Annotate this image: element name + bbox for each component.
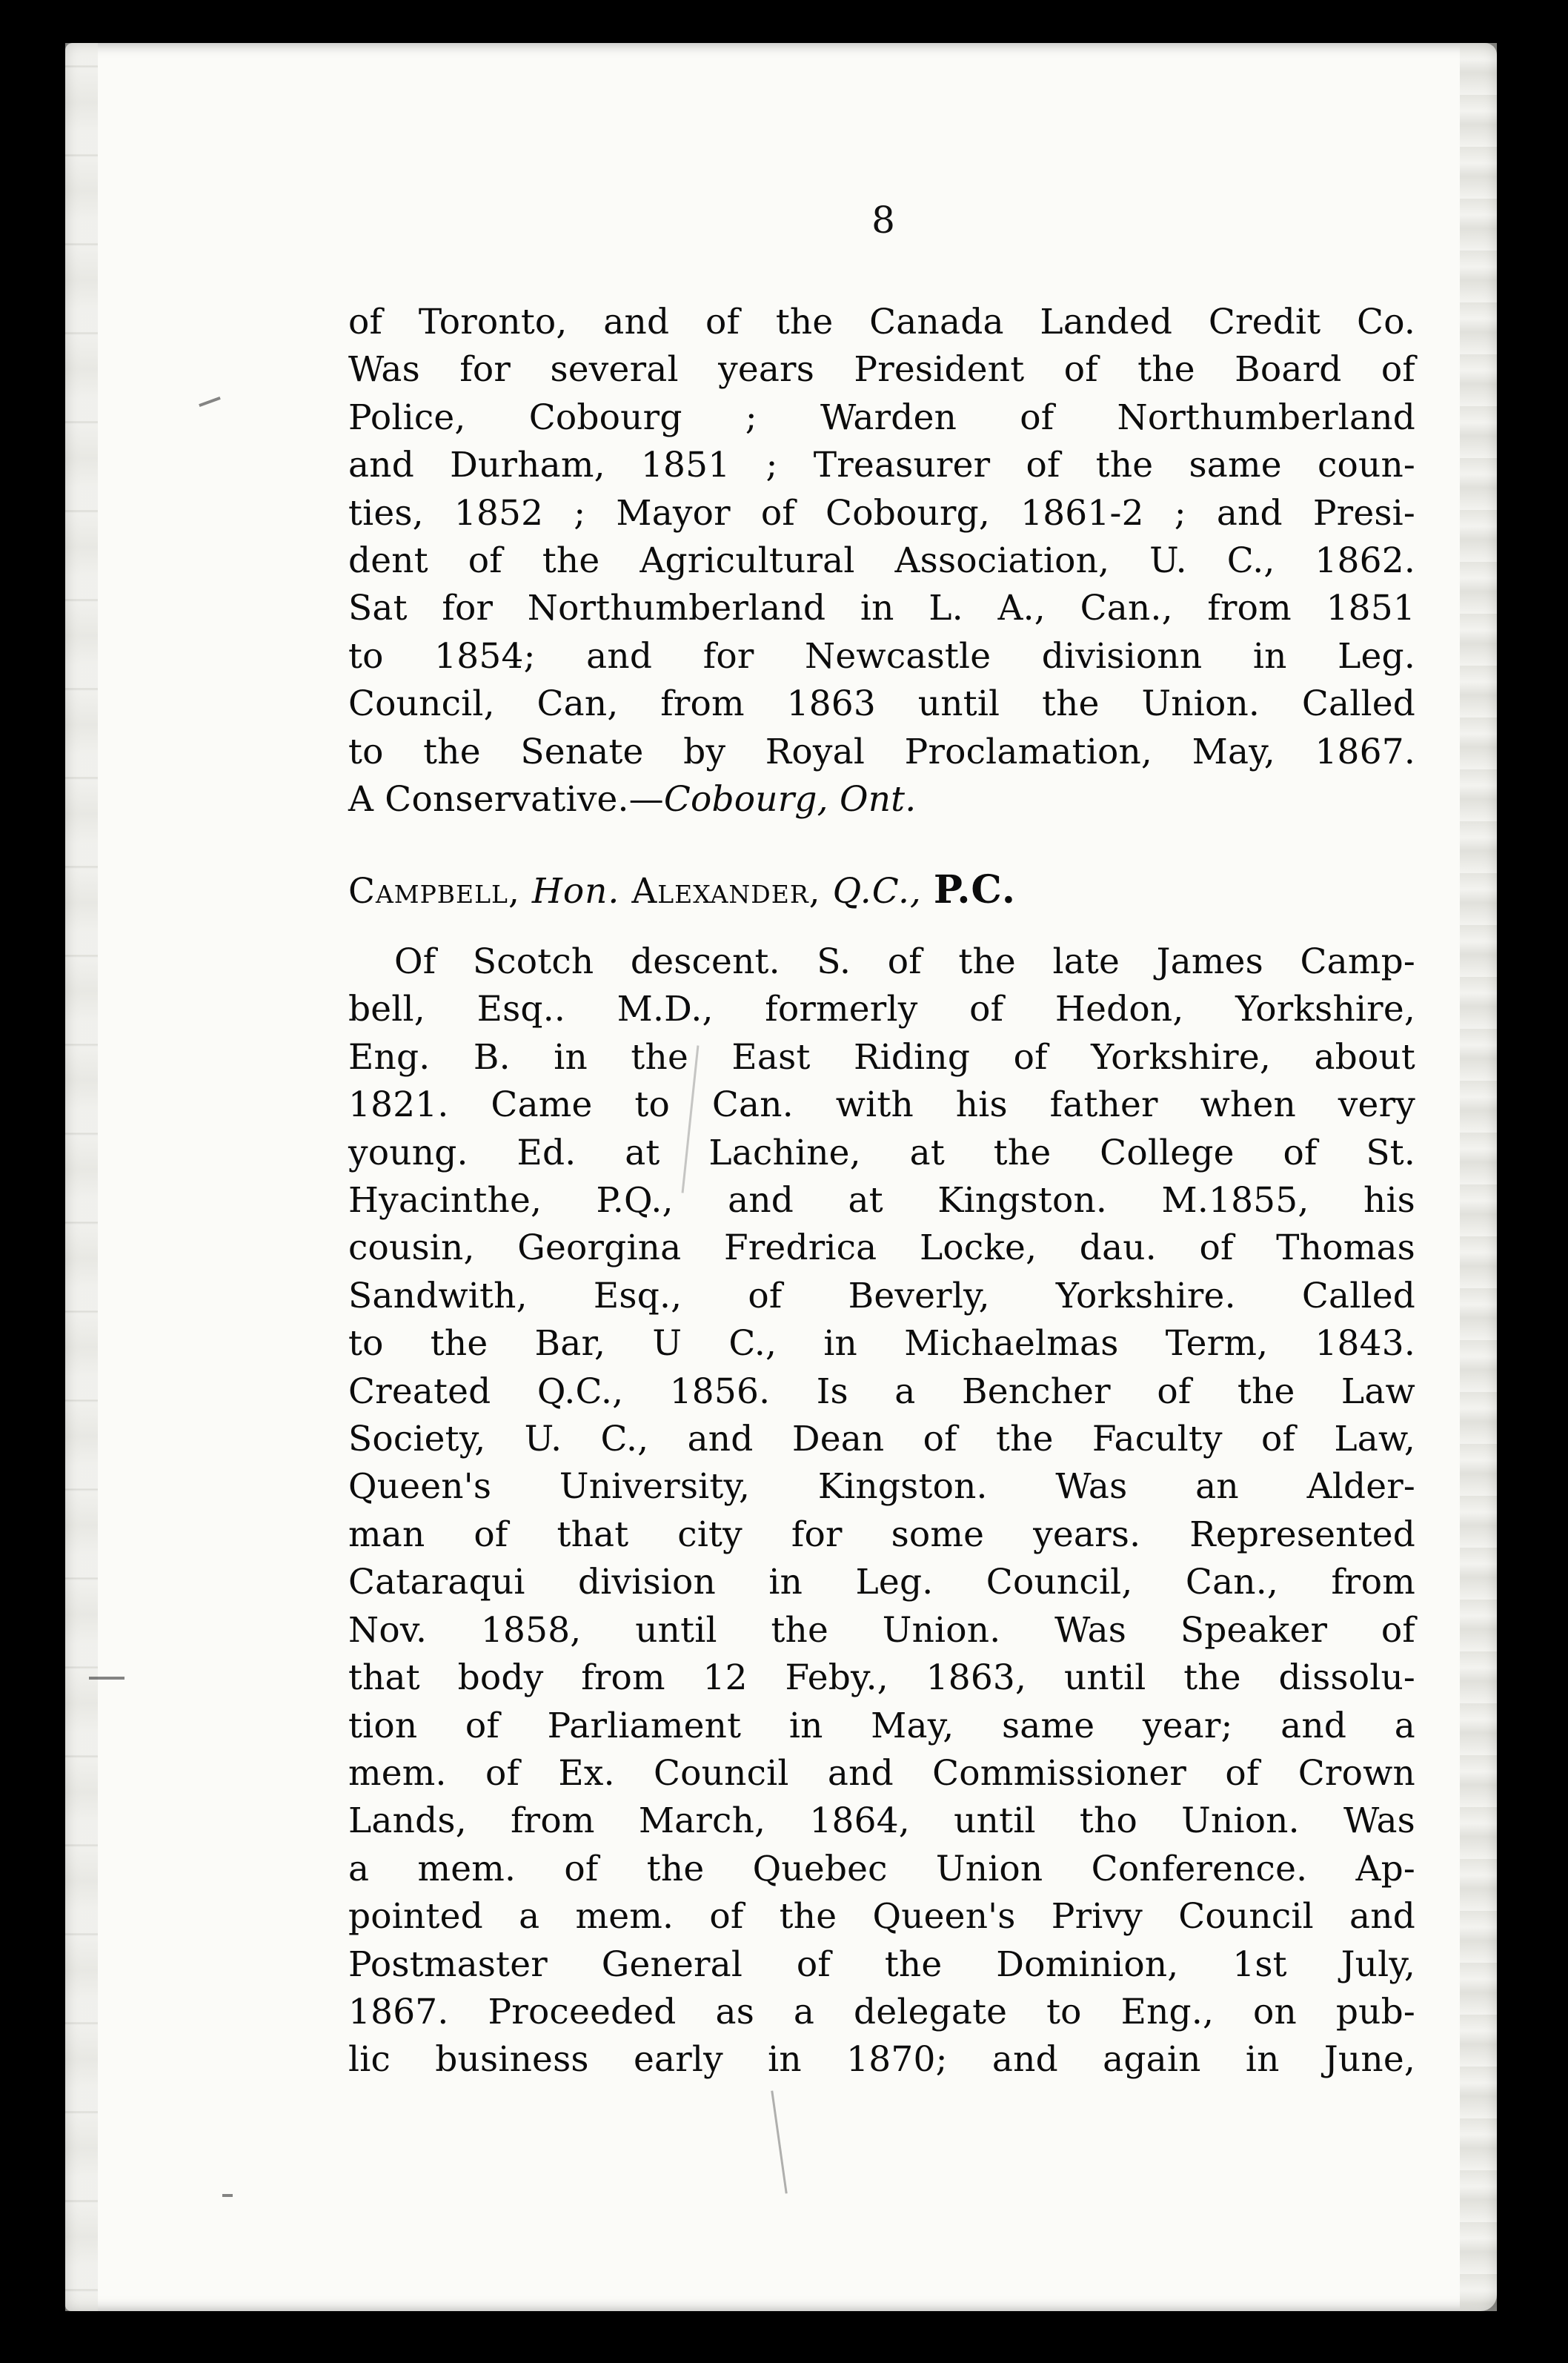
entry-given-name: Alexander, — [631, 871, 821, 912]
entry-paragraph — [348, 938, 1415, 2084]
entry-surname: Campbell, — [348, 871, 520, 912]
text-line: mem. of Ex. Council and Commissioner of Crown — [348, 1752, 1415, 1794]
text-line: of Toronto, and of the Canada Landed Credit Co. — [348, 302, 1415, 342]
text-line: to 1854; and for Newcastle divisionn in Leg. — [348, 635, 1415, 677]
text-line: dent of the Agricultural Association, U. C., 1862. — [348, 540, 1415, 582]
text-line: 1867. Proceeded as a delegate to Eng., on pub- — [348, 1991, 1415, 2032]
text-line: Was for several years President of the Board of — [348, 349, 1415, 391]
text-line: a mem. of the Quebec Union Conference. Ap- — [348, 1848, 1415, 1889]
text-line: Sat for Northumberland in L. A., Can., from 1851 — [348, 588, 1415, 629]
text-line: Queen's University, Kingston. Was an Alder- — [348, 1466, 1415, 1508]
text-line: Lands, from March, 1864, until tho Union. Was — [348, 1800, 1415, 1842]
text-line: that body from 12 Feby., 1863, until the dissolu- — [348, 1657, 1415, 1699]
page-number: 8 — [871, 199, 895, 242]
text-line: cousin, Georgina Fredrica Locke, dau. of Thomas — [348, 1227, 1415, 1269]
text-line: Sandwith, Esq., of Beverly, Yorkshire. Called — [348, 1275, 1415, 1316]
text-line: man of that city for some years. Represented — [348, 1514, 1415, 1555]
text-line: 1821. Came to Can. with his father when very — [348, 1084, 1415, 1126]
text-line: Hyacinthe, P.Q., and at Kingston. M.1855, his — [348, 1180, 1415, 1222]
text-line: Nov. 1858, until the Union. Was Speaker of — [348, 1609, 1415, 1651]
text-line: Council, Can, from 1863 until the Union. Called — [348, 683, 1415, 725]
text-line: Eng. B. in the East Riding of Yorkshire, about — [348, 1036, 1415, 1078]
text-line: Society, U. C., and Dean of the Faculty of Law, — [348, 1419, 1415, 1460]
text-line-closing — [348, 776, 1415, 823]
residence: Cobourg, Ont. — [663, 779, 917, 821]
text-line: and Durham, 1851 ; Treasurer of the same coun- — [348, 445, 1415, 486]
text-line: to the Bar, U C., in Michaelmas Term, 1843. — [348, 1323, 1415, 1365]
text-line: Of Scotch descent. S. of the late James Camp- — [394, 941, 1415, 982]
party-affiliation: A Conservative.— — [348, 779, 664, 821]
text-line: ties, 1852 ; Mayor of Cobourg, 1861-2 ; and Presi- — [348, 492, 1415, 534]
text-line: Postmaster General of the Dominion, 1st July, — [348, 1943, 1415, 1985]
continued-entry-paragraph — [348, 299, 1415, 823]
text-line: Created Q.C., 1856. Is a Bencher of the Law — [348, 1371, 1415, 1412]
text-line: tion of Parliament in May, same year; and a — [348, 1705, 1415, 1746]
entry-honour-qc: Q.C., — [832, 871, 922, 912]
text-line: lic business early in 1870; and again in June, — [348, 2039, 1415, 2081]
page-edge-right — [1460, 43, 1497, 2311]
scan-artifact-mark — [222, 2194, 233, 2197]
text-line: Cataraqui division in Leg. Council, Can., from — [348, 1562, 1415, 1603]
entry-heading — [348, 867, 1016, 912]
text-line: Police, Cobourg ; Warden of Northumberland — [348, 397, 1415, 438]
text-line: bell, Esq.. M.D., formerly of Hedon, Yorkshire, — [348, 989, 1415, 1030]
text-line: young. Ed. at Lachine, at the College of St. — [348, 1132, 1415, 1173]
entry-honour-pc: P.C. — [933, 867, 1017, 912]
text-line: pointed a mem. of the Queen's Privy Council and — [348, 1896, 1415, 1938]
page-edge-left — [65, 43, 98, 2311]
entry-title: Hon. — [531, 871, 620, 912]
text-line: to the Senate by Royal Proclamation, May, 1867. — [348, 731, 1415, 772]
scan-artifact-mark — [89, 1677, 124, 1680]
